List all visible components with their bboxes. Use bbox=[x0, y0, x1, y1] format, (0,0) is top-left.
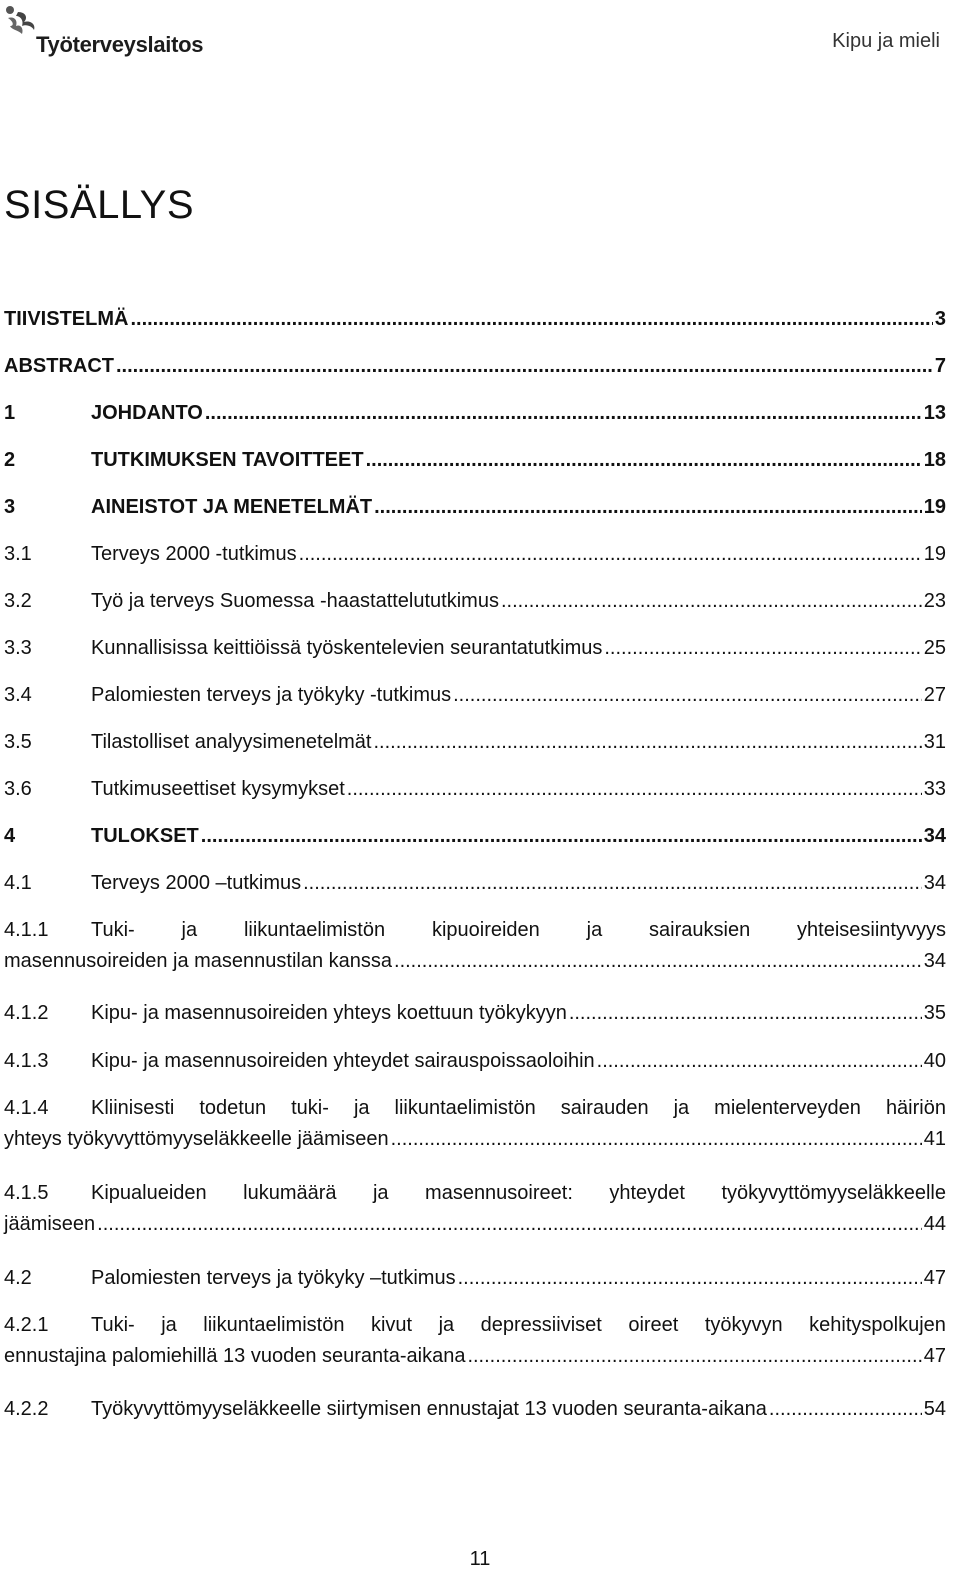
toc-entry[interactable] bbox=[4, 731, 946, 754]
toc-leader-dots bbox=[130, 308, 932, 331]
toc-leader-dots bbox=[458, 1267, 922, 1290]
toc-entry-number: ABSTRACT bbox=[4, 355, 114, 377]
page-header bbox=[0, 0, 960, 70]
toc-leader-dots bbox=[391, 1128, 922, 1151]
toc-entry-title-word: sairauden bbox=[560, 1097, 649, 1119]
toc-entry-title-word: ja bbox=[161, 1314, 177, 1336]
logo-text: Työterveyslaitos bbox=[36, 32, 204, 57]
toc-entry-page: 47 bbox=[923, 1267, 946, 1289]
toc-entry-page: 33 bbox=[923, 778, 946, 800]
toc-entry-number: 4.1.2 bbox=[4, 1002, 49, 1024]
toc-entry[interactable] bbox=[4, 1097, 946, 1151]
toc-entry-number: 3.1 bbox=[4, 543, 32, 565]
toc-entry[interactable] bbox=[4, 1182, 946, 1236]
toc-entry-number: 4.1.5 bbox=[4, 1182, 49, 1204]
toc-entry-title-word: liikuntaelimistön bbox=[243, 919, 386, 941]
toc-leader-dots bbox=[97, 1213, 922, 1236]
toc-entry-page: 35 bbox=[923, 1002, 946, 1024]
toc-entry-page: 18 bbox=[923, 449, 946, 471]
toc-entry-title: Tutkimuseettiset kysymykset bbox=[91, 778, 345, 800]
toc-entry[interactable] bbox=[4, 1398, 946, 1421]
toc-entry-number: 4.2.1 bbox=[4, 1314, 49, 1336]
toc-entry-number: 3.3 bbox=[4, 637, 32, 659]
toc-entry-number: 4.1 bbox=[4, 872, 32, 894]
toc-entry-title-word: työkyvyn bbox=[704, 1314, 783, 1336]
toc-entry-title-cont: ennustajina palomiehillä 13 vuoden seuranta-aikana bbox=[4, 1345, 466, 1367]
toc-entry-title-cont: masennusoireiden ja masennustilan kanssa bbox=[4, 950, 393, 972]
toc-entry-number: 4.2 bbox=[4, 1267, 32, 1289]
toc-entry-page: 7 bbox=[934, 355, 946, 377]
toc-entry-title-word: ja bbox=[353, 1097, 370, 1119]
toc-leader-dots bbox=[347, 778, 922, 801]
toc-entry[interactable] bbox=[4, 402, 946, 425]
toc-entry-title: Työ ja terveys Suomessa -haastattelututkimus bbox=[91, 590, 499, 612]
toc-entry-number: 3.4 bbox=[4, 684, 32, 706]
toc-entry[interactable] bbox=[4, 543, 946, 566]
toc-entry-title: Terveys 2000 –tutkimus bbox=[91, 872, 302, 894]
toc-entry-page: 23 bbox=[923, 590, 946, 612]
toc-entry-page: 40 bbox=[923, 1050, 946, 1072]
toc-entry-number: 2 bbox=[4, 449, 16, 471]
toc-leader-dots bbox=[116, 355, 933, 378]
toc-entry-title: Palomiesten terveys ja työkyky –tutkimus bbox=[91, 1267, 456, 1289]
toc-entry-title-word: ja bbox=[673, 1097, 690, 1119]
toc-entry[interactable] bbox=[4, 1050, 946, 1073]
toc-entry[interactable] bbox=[4, 1267, 946, 1290]
toc-entry-title: TULOKSET bbox=[91, 825, 199, 847]
toc-leader-dots bbox=[374, 496, 922, 519]
toc-entry-title: JOHDANTO bbox=[91, 402, 203, 424]
toc-leader-dots bbox=[205, 402, 922, 425]
toc-entry-title-word: ja bbox=[586, 919, 603, 941]
toc-entry-title: Terveys 2000 -tutkimus bbox=[91, 543, 297, 565]
toc-entry-title-word: masennusoireet: bbox=[425, 1182, 573, 1204]
toc-entry[interactable] bbox=[4, 872, 946, 895]
toc-entry[interactable] bbox=[4, 1002, 946, 1025]
toc-entry-number: 1 bbox=[4, 402, 16, 424]
toc-entry[interactable] bbox=[4, 590, 946, 613]
toc-entry-title-word: lukumäärä bbox=[243, 1182, 337, 1204]
toc-entry-title-word: todetun bbox=[199, 1097, 267, 1119]
toc-leader-dots bbox=[303, 872, 922, 895]
toc-entry-number: 4.1.3 bbox=[4, 1050, 49, 1072]
toc-entry-title-word: yhteisesiintyvyys bbox=[797, 919, 946, 941]
toc-entry[interactable] bbox=[4, 684, 946, 707]
page-number: 11 bbox=[469, 1548, 491, 1570]
toc-entry-page: 19 bbox=[923, 543, 946, 565]
toc-entry-page: 41 bbox=[923, 1128, 946, 1150]
toc-leader-dots bbox=[201, 825, 922, 848]
toc-entry-page: 34 bbox=[923, 950, 946, 972]
toc-entry-title-word: oireet bbox=[628, 1314, 679, 1336]
toc-entry-title-word: liikuntaelimistön bbox=[203, 1314, 345, 1336]
toc-entry-title: Työkyvyttömyyseläkkeelle siirtymisen ennustajat 13 vuoden seuranta-aikana bbox=[91, 1398, 767, 1420]
toc-entry[interactable] bbox=[4, 919, 946, 973]
toc-entry-page: 3 bbox=[934, 308, 946, 330]
toc-entry-title-word: Tuki- bbox=[91, 919, 135, 941]
toc-entry[interactable] bbox=[4, 1314, 946, 1368]
toc-leader-dots bbox=[604, 637, 921, 660]
toc-entry-number: 4.1.4 bbox=[4, 1097, 49, 1119]
page-title: SISÄLLYS bbox=[4, 183, 195, 227]
toc-entry-title-word: työkyvyttömyyseläkkeelle bbox=[721, 1182, 946, 1204]
toc-entry-page: 19 bbox=[923, 496, 946, 518]
toc-entry-title-word: ja bbox=[438, 1314, 455, 1336]
toc-entry-page: 54 bbox=[923, 1398, 946, 1420]
toc-entry-title-word: kivut bbox=[370, 1314, 413, 1336]
toc-leader-dots bbox=[569, 1002, 922, 1025]
toc-entry-title-word: ja bbox=[372, 1182, 389, 1204]
toc-leader-dots bbox=[394, 950, 922, 973]
toc-entry-page: 44 bbox=[923, 1213, 946, 1235]
toc-entry-page: 31 bbox=[923, 731, 946, 753]
toc-leader-dots bbox=[467, 1345, 921, 1368]
toc-entry[interactable] bbox=[4, 449, 946, 472]
toc-entry-title-word: Tuki- bbox=[91, 1314, 135, 1336]
toc-leader-dots bbox=[366, 449, 922, 472]
toc-entry-page: 34 bbox=[923, 825, 946, 847]
toc-entry-title: TUTKIMUKSEN TAVOITTEET bbox=[91, 449, 364, 471]
toc-entry-number: 4.1.1 bbox=[4, 919, 49, 941]
toc-leader-dots bbox=[769, 1398, 922, 1421]
logo bbox=[4, 4, 203, 60]
toc-entry-title-word: tuki- bbox=[291, 1097, 329, 1119]
toc-entry-title: Palomiesten terveys ja työkyky -tutkimus bbox=[91, 684, 452, 706]
toc-entry[interactable] bbox=[4, 308, 946, 331]
toc-entry-number: 4 bbox=[4, 825, 16, 847]
toc-leader-dots bbox=[453, 684, 922, 707]
toc-leader-dots bbox=[501, 590, 922, 613]
toc-entry-title-word: ja bbox=[181, 919, 198, 941]
toc-entry-title-word: kipuoireiden bbox=[431, 919, 540, 941]
toc-entry-number: 3.2 bbox=[4, 590, 32, 612]
toc-entry-number: 3 bbox=[4, 496, 16, 518]
toc-entry[interactable] bbox=[4, 778, 946, 801]
toc-entry-page: 34 bbox=[923, 872, 946, 894]
toc-entry[interactable] bbox=[4, 496, 946, 519]
toc-entry-title: AINEISTOT JA MENETELMÄT bbox=[91, 496, 373, 518]
toc-entry-number: 3.5 bbox=[4, 731, 32, 753]
toc-entry-title-cont: jäämiseen bbox=[4, 1213, 96, 1235]
toc-entry-title: Kipu- ja masennusoireiden yhteys koettuun työkykyyn bbox=[91, 1002, 567, 1024]
toc-entry-title: Tilastolliset analyysimenetelmät bbox=[91, 731, 372, 753]
toc-entry-title: Kunnallisissa keittiöissä työskentelevien seurantatutkimus bbox=[91, 637, 603, 659]
toc-entry-title-word: liikuntaelimistön bbox=[394, 1097, 536, 1119]
toc-entry[interactable] bbox=[4, 637, 946, 660]
toc-entry-number: 4.2.2 bbox=[4, 1398, 49, 1420]
toc-entry-page: 47 bbox=[923, 1345, 946, 1367]
document-title: Kipu ja mieli bbox=[832, 30, 940, 52]
toc-leader-dots bbox=[597, 1050, 922, 1073]
toc-entry-title: Kipu- ja masennusoireiden yhteydet sairauspoissaoloihin bbox=[91, 1050, 595, 1072]
toc-entry-title-word: Kipualueiden bbox=[91, 1182, 207, 1204]
toc-entry-number: TIIVISTELMÄ bbox=[4, 308, 129, 330]
toc-entry-title-cont: yhteys työkyvyttömyyseläkkeelle jäämiseen bbox=[4, 1128, 389, 1150]
toc-entry-number: 3.6 bbox=[4, 778, 32, 800]
toc-entry[interactable] bbox=[4, 355, 946, 378]
toc-entry-page: 27 bbox=[923, 684, 946, 706]
toc-entry-title-word: Kliinisesti bbox=[91, 1097, 175, 1119]
toc-entry-title-word: yhteydet bbox=[609, 1182, 685, 1204]
toc-entry-title-word: kehityspolkujen bbox=[809, 1314, 946, 1336]
toc-entry-title-word: häiriön bbox=[885, 1097, 946, 1119]
toc-entry-title-word: mielenterveyden bbox=[714, 1097, 861, 1119]
toc-entry-page: 25 bbox=[923, 637, 946, 659]
toc-entry-title-word: depressiiviset bbox=[480, 1314, 602, 1336]
toc-entry[interactable] bbox=[4, 825, 946, 848]
toc-leader-dots bbox=[299, 543, 922, 566]
toc-leader-dots bbox=[373, 731, 921, 754]
toc-entry-title-word: sairauksien bbox=[649, 919, 751, 941]
toc-entry-page: 13 bbox=[923, 402, 946, 424]
